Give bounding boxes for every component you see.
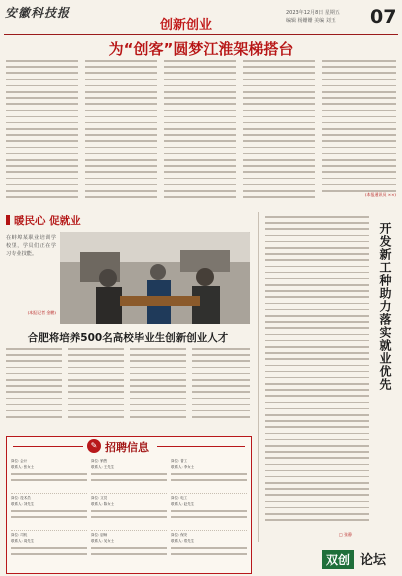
recruit-title: 招聘信息 <box>105 441 149 454</box>
section2 <box>6 212 250 324</box>
recruit-entry <box>11 459 87 494</box>
recruit-job: 岗位: 保安 <box>171 533 188 537</box>
masthead <box>0 0 402 36</box>
lead-article <box>6 60 396 208</box>
recruit-job: 岗位: 文员 <box>91 496 108 500</box>
paper-name: 安徽科技报 <box>5 6 71 20</box>
recruit-grid <box>11 459 247 569</box>
recruit-contact: 联系人: 王先生 <box>91 464 115 469</box>
article2 <box>6 330 250 428</box>
lead-column-4 <box>243 60 315 208</box>
recruit-contact: 联系人: 刘先生 <box>11 501 35 506</box>
footer-title: 论坛 <box>360 553 387 568</box>
article2-column-1 <box>6 348 62 426</box>
lead-column-1 <box>6 60 78 208</box>
recruit-header-line-left <box>13 446 83 447</box>
footer-badge <box>322 546 400 572</box>
recruit-job: 岗位: 会计 <box>11 459 28 463</box>
photo-byline: (本报记者 金鹏) <box>27 310 56 315</box>
recruit-entry <box>91 459 167 494</box>
recruit-entry <box>171 459 247 494</box>
main-headline: 为“创客”圆梦江淮架梯搭台 <box>108 40 294 58</box>
recruit-job: 岗位: 厨师 <box>91 533 108 537</box>
banner-icon <box>6 215 10 225</box>
photo-scene-graphic <box>60 232 250 324</box>
article2-column-4 <box>192 348 250 426</box>
recruit-header-line-right <box>157 446 245 447</box>
lead-column-3 <box>164 60 236 208</box>
recruit-entry <box>91 533 167 567</box>
editor-credits: 编辑 杨姗姗 美编 刘玉 <box>286 18 336 24</box>
news-photo <box>60 232 250 324</box>
recruit-contact: 联系人: 赵先生 <box>171 501 195 506</box>
editorial-text <box>265 216 369 534</box>
recruit-entry <box>11 496 87 531</box>
recruit-contact: 联系人: 郑先生 <box>171 538 195 543</box>
recruit-box <box>6 436 252 574</box>
recruit-header <box>7 437 251 455</box>
recruit-entry <box>91 496 167 531</box>
article2-headline: 合肥将培养500名高校毕业生创新创业人才 <box>27 332 229 344</box>
recruit-entry <box>11 533 87 567</box>
issue-date: 2023年12月8日 星期五 <box>286 10 340 16</box>
editorial <box>258 212 399 542</box>
recruit-job: 岗位: 电工 <box>171 496 188 500</box>
recruit-contact: 联系人: 张女士 <box>11 464 35 469</box>
recruit-contact: 联系人: 吴女士 <box>91 538 115 543</box>
masthead-rule <box>4 34 398 35</box>
recruit-contact: 联系人: 陈女士 <box>91 501 115 506</box>
editorial-title: 开发新工种助力落实就业优先 <box>378 222 392 391</box>
section2-banner <box>6 212 250 228</box>
recruit-job: 岗位: 销售 <box>91 459 108 463</box>
recruit-contact: 联系人: 周先生 <box>11 538 35 543</box>
lead-column-5 <box>322 60 396 208</box>
photo-caption: 在蚌埠某职业培训学校里，学员们正在学习专业技能。 <box>6 235 56 257</box>
recruit-contact: 联系人: 李女士 <box>171 464 195 469</box>
article2-column-3 <box>130 348 186 426</box>
recruit-job: 岗位: 普工 <box>171 459 188 463</box>
photo-caption-block <box>6 234 56 322</box>
section-title: 创新创业 <box>160 18 213 33</box>
lead-column-2 <box>85 60 157 208</box>
editorial-byline: □ 张静 <box>339 532 353 537</box>
recruit-entry <box>171 496 247 531</box>
footer-label: 双创 <box>322 550 354 569</box>
section2-title: 暖民心 促就业 <box>14 215 81 227</box>
recruit-megaphone-icon: ✎ <box>87 439 101 453</box>
recruit-job: 岗位: 司机 <box>11 533 28 537</box>
lead-byline: (本报通讯员 ××) <box>364 192 396 198</box>
page-number: 07 <box>370 6 397 28</box>
recruit-job: 岗位: 技术员 <box>11 496 31 500</box>
recruit-entry <box>171 533 247 567</box>
article2-column-2 <box>68 348 124 426</box>
